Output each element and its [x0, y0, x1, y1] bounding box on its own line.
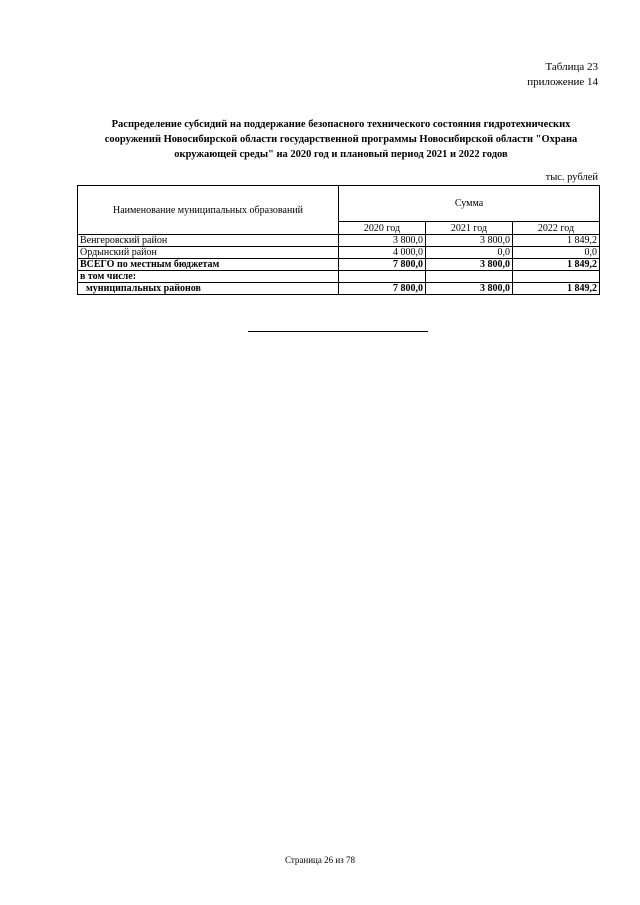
title-line-3: окружающей среды" на 2020 год и плановый период 2021 и 2022 годов: [174, 149, 508, 160]
title-line-2: сооружений Новосибирской области государственной программы Новосибирской области "Охрана: [104, 134, 578, 145]
value-2020: 3 800,0: [339, 235, 426, 247]
value-2021: 3 800,0: [426, 235, 513, 247]
total-2021: 3 800,0: [426, 259, 513, 271]
appendix-label: приложение 14: [527, 76, 598, 88]
municipal-2021: 3 800,0: [426, 283, 513, 295]
column-header-2022: 2022 год: [513, 222, 600, 235]
column-header-2020: 2020 год: [339, 222, 426, 235]
column-header-sum: Сумма: [339, 186, 600, 222]
table-row: [78, 247, 600, 259]
municipal-row: [78, 283, 600, 295]
table-row: [78, 235, 600, 247]
total-row: [78, 259, 600, 271]
empty-cell: [339, 271, 426, 283]
subsidy-table: [77, 185, 600, 295]
including-row: [78, 271, 600, 283]
title-line-1: Распределение субсидий на поддержание безопасного технического состояния гидротехнических: [111, 119, 571, 130]
value-2022: 0,0: [513, 247, 600, 259]
table-header: [527, 60, 598, 90]
document-title: [80, 117, 602, 162]
municipal-name: муниципальных районов: [78, 283, 339, 295]
column-header-2021: 2021 год: [426, 222, 513, 235]
row-name: Венгеровский район: [78, 235, 339, 247]
page-number: Страница 26 из 78: [285, 855, 355, 865]
total-2022: 1 849,2: [513, 259, 600, 271]
column-header-name: Наименование муниципальных образований: [78, 186, 339, 235]
units-label: тыс. рублей: [545, 172, 598, 183]
separator-line: [248, 331, 428, 332]
empty-cell: [513, 271, 600, 283]
total-name: ВСЕГО по местным бюджетам: [78, 259, 339, 271]
value-2020: 4 000,0: [339, 247, 426, 259]
municipal-2020: 7 800,0: [339, 283, 426, 295]
value-2022: 1 849,2: [513, 235, 600, 247]
total-2020: 7 800,0: [339, 259, 426, 271]
including-label: в том числе:: [78, 271, 339, 283]
empty-cell: [426, 271, 513, 283]
value-2021: 0,0: [426, 247, 513, 259]
municipal-2022: 1 849,2: [513, 283, 600, 295]
row-name: Ордынский район: [78, 247, 339, 259]
table-number: Таблица 23: [545, 61, 598, 73]
